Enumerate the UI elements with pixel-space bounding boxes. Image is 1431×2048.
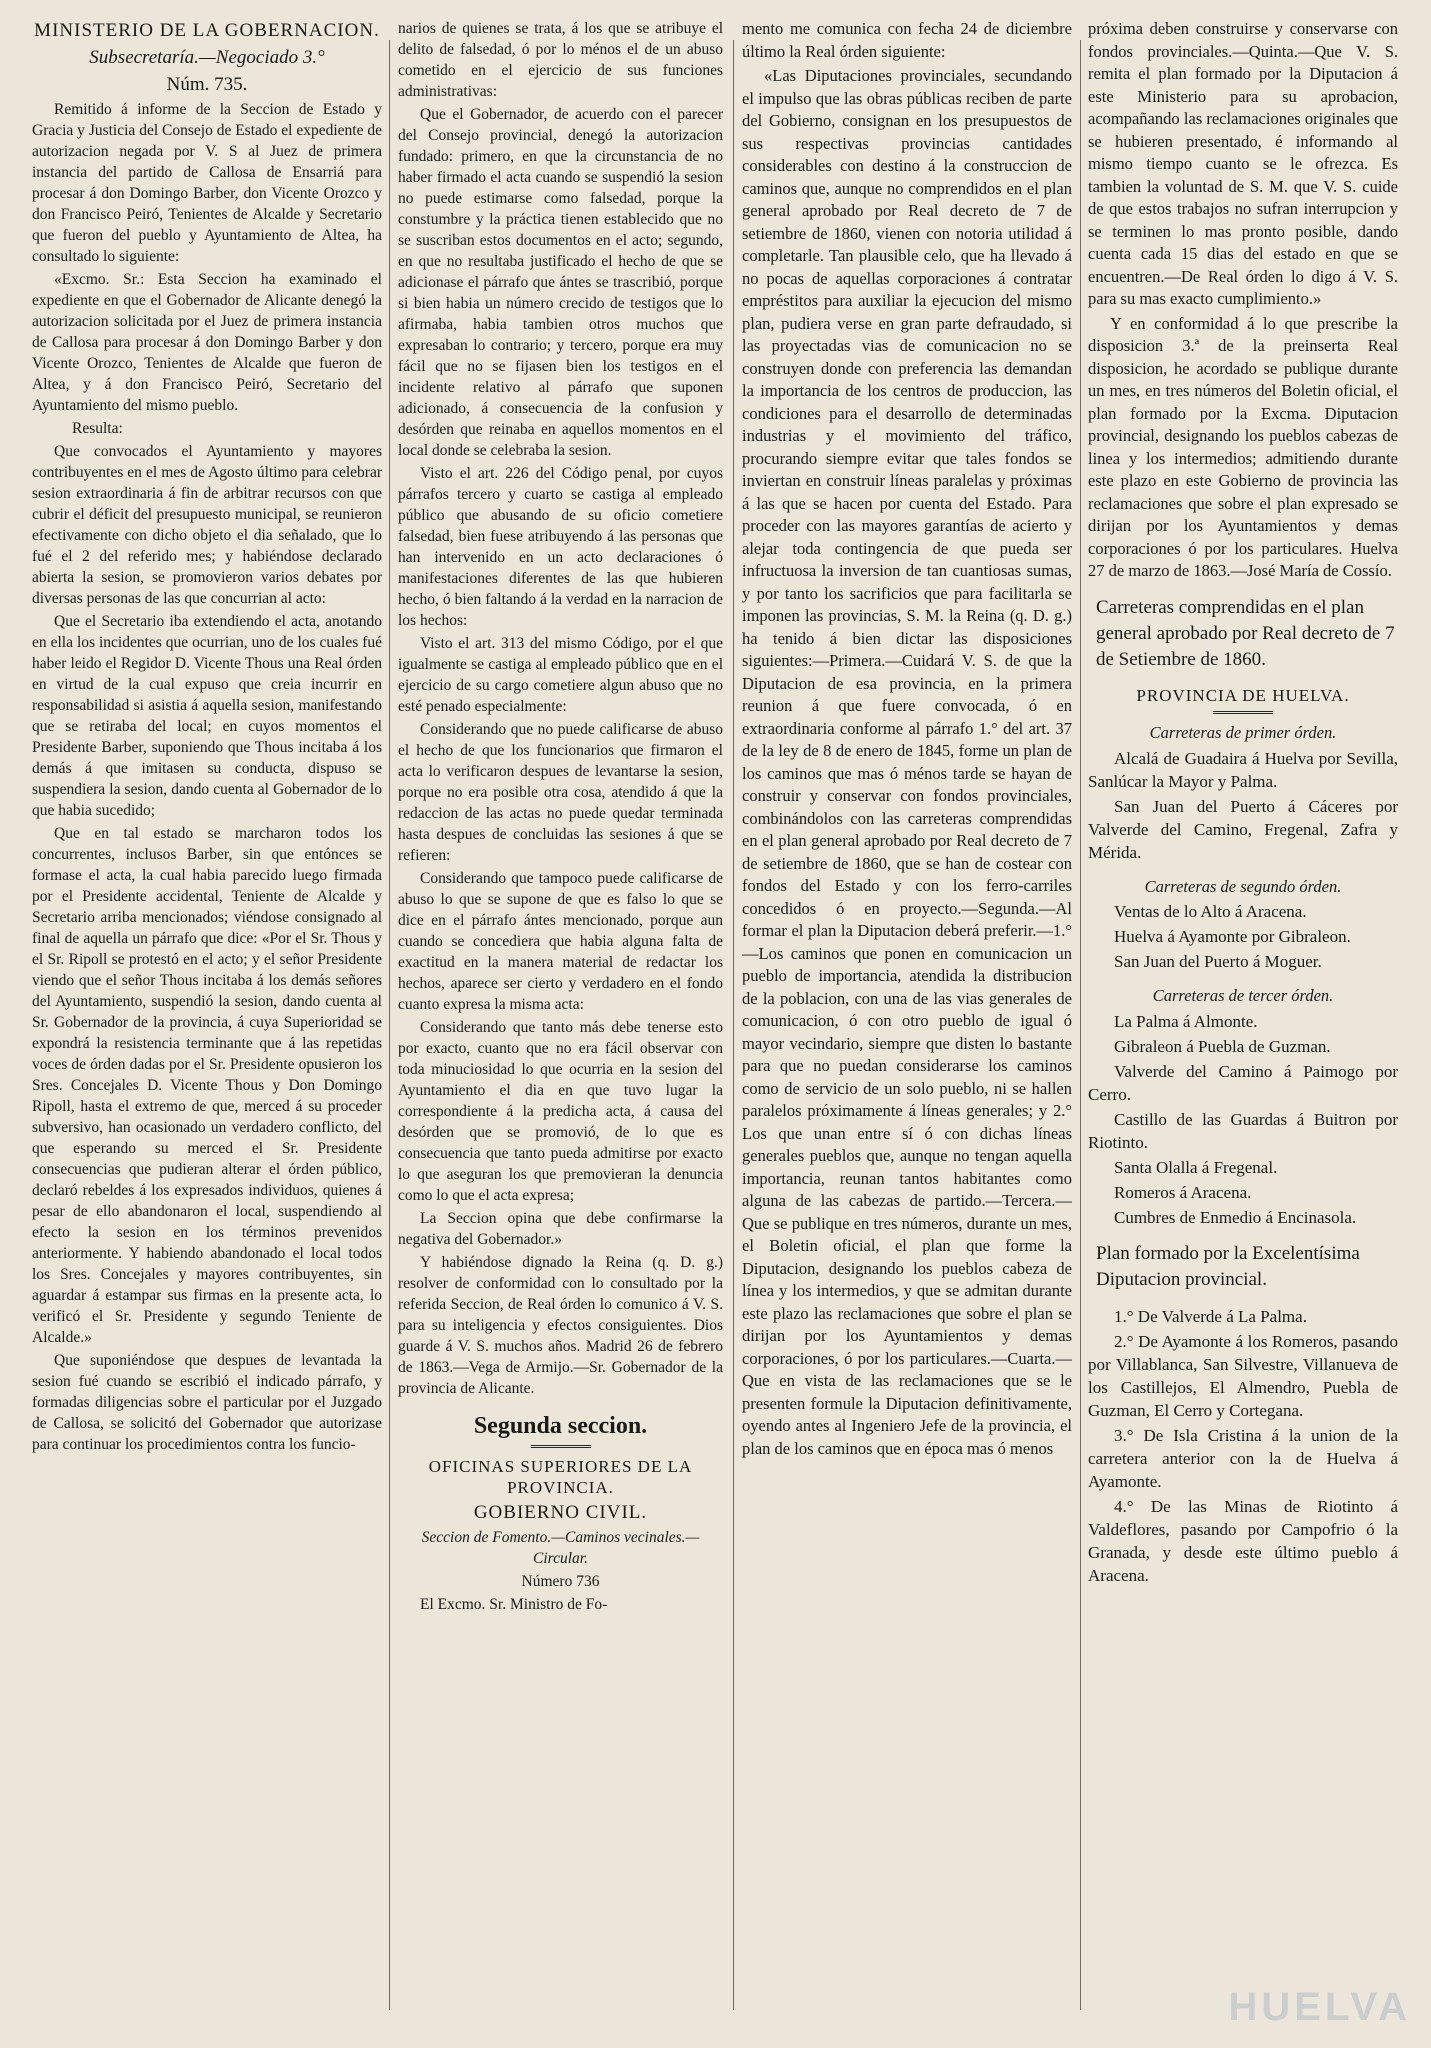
first-order-heading: Carreteras de primer órden. [1149, 723, 1337, 742]
plan-item: 2.° De Ayamonte á los Romeros, pasando por Villablanca, San Silvestre, Villanueva de los Castillejos, El Almendro, Puebla de Guzman, El Cerro y Cortegana. [1088, 1331, 1398, 1420]
office-heading: OFICINAS SUPERIORES DE LA PROVINCIA. [428, 1457, 693, 1497]
paragraph: Visto el art. 226 del Código penal, por cuyos párrafos tercero y cuarto se castiga al empleado público que abusando de su oficio cometiere falsedad, bien fuese atribuyendo á las personas que han intervenido en un acto declaraciones ó manifestaciones diferentes de las que hubieren hecho, ó bien faltando á la verdad en la narracion de los hechos: [398, 465, 723, 629]
paragraph: Que el Gobernador, de acuerdo con el parecer del Consejo provincial, denegó la autorizacion fundado: primero, en que la circunstancia de no haber firmado el acta cuando se suspendió la sesion no puede estimarse como falsedad, porque la constumbre y la práctica tienen establecido que no se suscriban estos documentos en el acto; segundo, en que no resultaba justificado el hecho de que se adicionase el párrafo que ántes se trascribió, porque si bien habia un número crecido de testigos que lo afirmaba, habia tambien otros muchos que expresaban lo contrario; y tercero, porque era muy fácil que no se fijasen bien los testigos en el incidente relativo al párrafo que suponen adicionado, á consecuencia de la confusion y desórden que reinaba en aquellos momentos en el local donde se celebraba la sesion. [398, 106, 723, 459]
column-rule [733, 40, 734, 2010]
column-2 [398, 18, 723, 2028]
paragraph: Remitido á informe de la Seccion de Estado y Gracia y Justicia del Consejo de Estado el expediente de autorizacion negada por V. S al Juez de primera instancia del partido de Callosa de Ensarriá para procesar á don Domingo Barber, don Vicente Orozco y don Francisco Peiró, Tenientes de Alcalde y Secretario que fueron del pueblo y Ayuntamiento de Altea, ha consultado lo siguiente: [32, 101, 382, 265]
plan-item: 3.° De Isla Cristina á la union de la carretera anterior con la de Huelva á Ayamonte. [1088, 1425, 1398, 1491]
route-item: San Juan del Puerto á Moguer. [1114, 952, 1322, 971]
plan-heading: Plan formado por la Excelentísima Diputacion provincial. [1096, 1242, 1360, 1290]
circular-number: Número 736 [521, 1573, 600, 1590]
route-item: Valverde del Camino á Paimogo por Cerro. [1088, 1061, 1398, 1104]
column-1 [32, 18, 382, 2028]
paragraph: Que suponiéndose que despues de levantada la sesion fué cuando se escribió el indicado párrafo, y formadas diligencias sobre el particular por el Juzgado de Callosa, se solicitó del Gobernador que autorizase para continuar los procedimientos contra los funcio- [32, 1352, 382, 1453]
divider [1213, 711, 1273, 714]
column-3 [742, 18, 1072, 2028]
plan-item: 4.° De las Minas de Riotinto á Valdeflores, pasando por Campofrio ó la Granada, y desde este último pueblo á Aracena. [1088, 1496, 1398, 1585]
paragraph: Que convocados el Ayuntamiento y mayores contribuyentes en el mes de Agosto último para celebrar sesion extraordinaria á fin de arbitrar recursos con que cubrir el déficit del presupuesto municipal, se reunieron efectivamente con dicho objeto el dia señalado, que lo fué el 2 del referido mes; y habiéndose declarado abierta la sesion, se promovieron varios debates por diversas personas de las que concurrian al acto: [32, 443, 382, 607]
route-item: Castillo de las Guardas á Buitron por Riotinto. [1088, 1109, 1398, 1152]
roads-heading: Carreteras comprendidas en el plan general aprobado por Real decreto de 7 de Setiembre de 1860. [1096, 596, 1395, 670]
divider [531, 1445, 591, 1448]
route-item: Huelva á Ayamonte por Gibraleon. [1114, 927, 1351, 946]
paragraph: mento me comunica con fecha 24 de diciembre último la Real órden siguiente: [742, 19, 1072, 61]
paragraph: Considerando que tanto más debe tenerse esto por exacto, cuanto que no era fácil observar con toda minuciosidad lo que ocurria en la sesion del Ayuntamiento el dia en que tuvo lugar la correspondiente á la predicha acta, á causa del desórden que se promovió, de lo que es consecuencia que tanto pueda admitirse por exacto lo que aseguran los que premovieran la denuncia como lo que el acta expresa; [398, 1019, 723, 1204]
route-item: Ventas de lo Alto á Aracena. [1114, 902, 1307, 921]
route-item: Alcalá de Guadaira á Huelva por Sevilla, Sanlúcar la Mayor y Palma. [1088, 748, 1398, 791]
fomento-line: Seccion de Fomento.—Caminos vecinales.—Circular. [421, 1529, 700, 1567]
paragraph: próxima deben construirse y conservarse con fondos provinciales.—Quinta.—Que V. S. remita el plan formado por la Diputacion á este Ministerio para su aprobacion, acompañando las reclamaciones originales que se hubieren presentado, é informando al mismo tiempo cuanto se le ofrezca. Es tambien la voluntad de S. M. que V. S. cuide de que estos trabajos no sufran interrupcion y se terminen lo mas pronto posible, dando cuenta cada 15 dias del estado en que se encuentren.—De Real órden lo digo á V. S. para su mas exacto cumplimiento.» [1088, 19, 1398, 308]
paragraph: La Seccion opina que debe confirmarse la negativa del Gobernador.» [398, 1210, 723, 1248]
paragraph: Visto el art. 313 del mismo Código, por el que igualmente se castiga al empleado público que en el ejercicio de su cargo cometiere algun abuso que no esté penado especialmente: [398, 635, 723, 715]
paragraph: Y habiéndose dignado la Reina (q. D. g.) resolver de conformidad con lo consultado por la referida Seccion, de Real órden lo comunico á V. S. para su inteligencia y efectos consiguientes. Dios guarde á V. S. muchos años. Madrid 26 de febrero de 1863.—Vega de Armijo.—Sr. Gobernador de la provincia de Alicante. [398, 1254, 723, 1397]
section-heading: Segunda seccion. [473, 1413, 648, 1439]
route-item: Romeros á Aracena. [1114, 1182, 1252, 1202]
paragraph: Que el Secretario iba extendiendo el acta, anotando en ella los incidentes que ocurrian, uno de los cuales fué haber leido el Regidor D. Vicente Thous una Real órden en virtud de la cual expuso que creia incurrir en responsabilidad si asistia á aquella sesion, manifestando que se retiraba del local; en cuyos momentos el Presidente Barber, suponiendo que Thous incitaba á los demás á que imitasen su conducta, dispuso se suspendiera la sesion, dando cuenta al Gobernador de lo que habia sucedido; [32, 613, 382, 819]
column-rule [389, 40, 390, 2010]
route-item: Gibraleon á Puebla de Guzman. [1114, 1036, 1331, 1056]
column-4 [1088, 18, 1398, 2028]
column-rule [1080, 40, 1081, 2010]
route-item: La Palma á Almonte. [1114, 1011, 1258, 1031]
paragraph: Considerando que no puede calificarse de abuso el hecho de que los funcionarios que firmaron el acta lo verificaron despues de levantarse la sesion, porque no era posible otra cosa, atendido á que la redaccion de las actas no puede quedar terminada hasta despues de concluidas las sesiones á que se refieren: [398, 721, 723, 864]
ministry-title: MINISTERIO DE LA GOBERNACION. [34, 20, 380, 41]
plan-item: 1.° De Valverde á La Palma. [1114, 1306, 1307, 1326]
paragraph: Resulta: [72, 420, 123, 437]
route-item: Cumbres de Enmedio á Encinasola. [1114, 1207, 1357, 1227]
order-number: Núm. 735. [166, 74, 248, 95]
paragraph: «Excmo. Sr.: Esta Seccion ha examinado el expediente en que el Gobernador de Alicante denegó la autorizacion solicitada por el Juez de primera instancia de Callosa para procesar á don Domingo Barber y don Vicente Orozco, Tenientes de Alcalde que fueron de Altea, y á don Francisco Peiró, Secretario del Ayuntamiento del mismo pueblo. [32, 271, 382, 414]
paragraph: Que en tal estado se marcharon todos los concurrentes, inclusos Barber, sin que entónces se formase el acta, la cual habia parecido luego firmada por el Presidente accidental, Teniente de Alcalde y Secretario arriba mencionados; viéndose consignado al final de aquella un párrafo que dice: «Por el Sr. Thous y el Sr. Ripoll se protestó en el acto; y el señor Presidente viendo que el señor Thous incitaba á los demás señores del Ayuntamiento, suspendió la sesion, dando cuenta al Sr. Gobernador de la provincia, á cuya Superioridad se expondrá la resistencia terminante que á las repetidas voces de órden dadas por el Sr. Presidente opusieron los Sres. Concejales D. Vicente Thous y Don Domingo Ripoll, hasta el extremo de que, merced á su proceder subversivo, han ocasionado un verdadero conflicto, del que esperando su merced el Sr. Presidente consecuencias que pudieran alterar el órden público, declaró rebeldes á los expresados individuos, quienes á pesar de ello abandonaron el local, suspendiendo al efecto la sesion en los términos prevenidos anteriormente. Y habiendo abandonado el local todos los Sres. Concejales y mayores contribuyentes, sin aguardar á estampar sus firmas en la presente acta, lo verificó el Sr. Presidente y segundo Teniente de Alcalde.» [32, 825, 382, 1346]
third-order-heading: Carreteras de tercer órden. [1152, 986, 1334, 1005]
watermark-logo: HUELVA [1228, 1985, 1411, 2029]
route-item: San Juan del Puerto á Cáceres por Valverde del Camino, Fregenal, Zafra y Mérida. [1088, 796, 1398, 862]
subsecretaria-line: Subsecretaría.—Negociado 3.° [89, 47, 325, 68]
paragraph: El Excmo. Sr. Ministro de Fo- [420, 1596, 608, 1613]
paragraph: Considerando que tampoco puede calificarse de abuso lo que se supone de que es falso lo que se dice en el párrafo ántes mencionado, porque aun cuando se concediera que habia alguna falta de exactitud en la manera material de redactar los hechos, aparece ser cierto y verdadero en el fondo cuanto expresa la misma acta: [398, 870, 723, 1013]
province-heading: PROVINCIA DE HUELVA. [1136, 685, 1350, 705]
paragraph: «Las Diputaciones provinciales, secundando el impulso que las obras públicas reciben de parte del Gobierno, consignan en los presupuestos de sus respectivas provincias cantidades considerables con destino á la construccion de caminos que, aunque no comprendidos en el plan general aprobado por Real decreto de 7 de setiembre de 1860, vienen con notoria utilidad á completarle. Tan plausible celo, que ha llevado á no pocas de aquellas corporaciones á contratar empréstitos para auxiliar la ejecucion del mismo plan, pudiera verse en gran parte defraudado, si las proyectadas vias de comunicacion no se construyen donde con preferencia las demandan la importancia de los centros de produccion, las condiciones para el desarrollo de determinadas industrias y el movimiento del tráfico, procurando siempre evitar que tales fondos se inviertan en construir líneas paralelas y próximas á las que se hacen por cuenta del Estado. Para proceder con las mayores garantías de acierto y alejar toda contingencia de que pueda ser infructuosa la inversion de tan cuantiosas sumas, y por tanto los sacrificios que para facilitarla se imponen las provincias, S. M. la Reina (q. D. g.) ha tenido á bien dictar las disposiciones siguientes:—Primera.—Cuidará V. S. de que la Diputacion de esa provincia, en la primera reunion á que fuere convocada, ó en extraordinaria conforme al párrafo 1.° del art. 37 de la ley de 8 de enero de 1845, forme un plan de los caminos que mas ó ménos tarde se hayan de construir y conservar con fondos provinciales, combinándolos con las carreteras comprendidas en el plan general aprobado por Real decreto de 7 de setiembre de 1860, que se han de costear con fondos del Estado y con los ferro-carriles concedidos ó en proyecto.—Segunda.—Al formar el plan la Diputacion deberá preferir.—1.° —Los caminos que ponen en comunicacion un pueblo de importancia, atendida la distribucion de la poblacion, con una de las vias generales de comunicacion, ó con otro pueblo de igual ó mayor vecindario, siempre que disten lo bastante para que no puedan considerarse los caminos como de servicio de un solo pueblo, ni se hallen paralelos próximamente á líneas generales; y 2.° Los que unan entre sí ó con dichas líneas generales pueblos que, aunque no tengan aquella importancia, reunan tantos habitantes como alguna de las cabezas de partido.—Tercera.—Que se publique en tres números, durante un mes, el Boletin oficial, el plan que forme la Diputacion, designando los pueblos cabeza de línea y los intermedios, y que se admitan durante este plazo las reclamaciones que sobre el plan se dirijan por los Ayuntamientos y demas corporaciones, ó por los particulares.—Cuarta.—Que en vista de las reclamaciones que se le presenten formule la Diputacion definitivamente, oyendo antes al Ingeniero Jefe de la provincia, el plan de los caminos que en época mas ó menos [742, 66, 1072, 1458]
gobierno-heading: GOBIERNO CIVIL. [473, 1502, 648, 1523]
second-order-heading: Carreteras de segundo órden. [1144, 876, 1342, 896]
paragraph: Y en conformidad á lo que prescribe la disposicion 3.ª de la preinserta Real disposicion, he acordado se publique durante un mes, en tres números del Boletin oficial, el plan formado por la Excma. Diputacion provincial, designando los pueblos cabezas de linea y los intermedios; admitiendo durante este plazo en este Gobierno de provincia las reclamaciones que sobre el plan expresado se dirijan por los Ayuntamientos y demas corporaciones ó por los particulares. Huelva 27 de marzo de 1863.—José María de Cossío. [1088, 313, 1398, 580]
route-item: Santa Olalla á Fregenal. [1114, 1157, 1278, 1177]
paragraph: narios de quienes se trata, á los que se atribuye el delito de falsedad, ó por lo ménos el de un abuso cometido en el ejercicio de sus funciones administrativas: [398, 20, 723, 100]
